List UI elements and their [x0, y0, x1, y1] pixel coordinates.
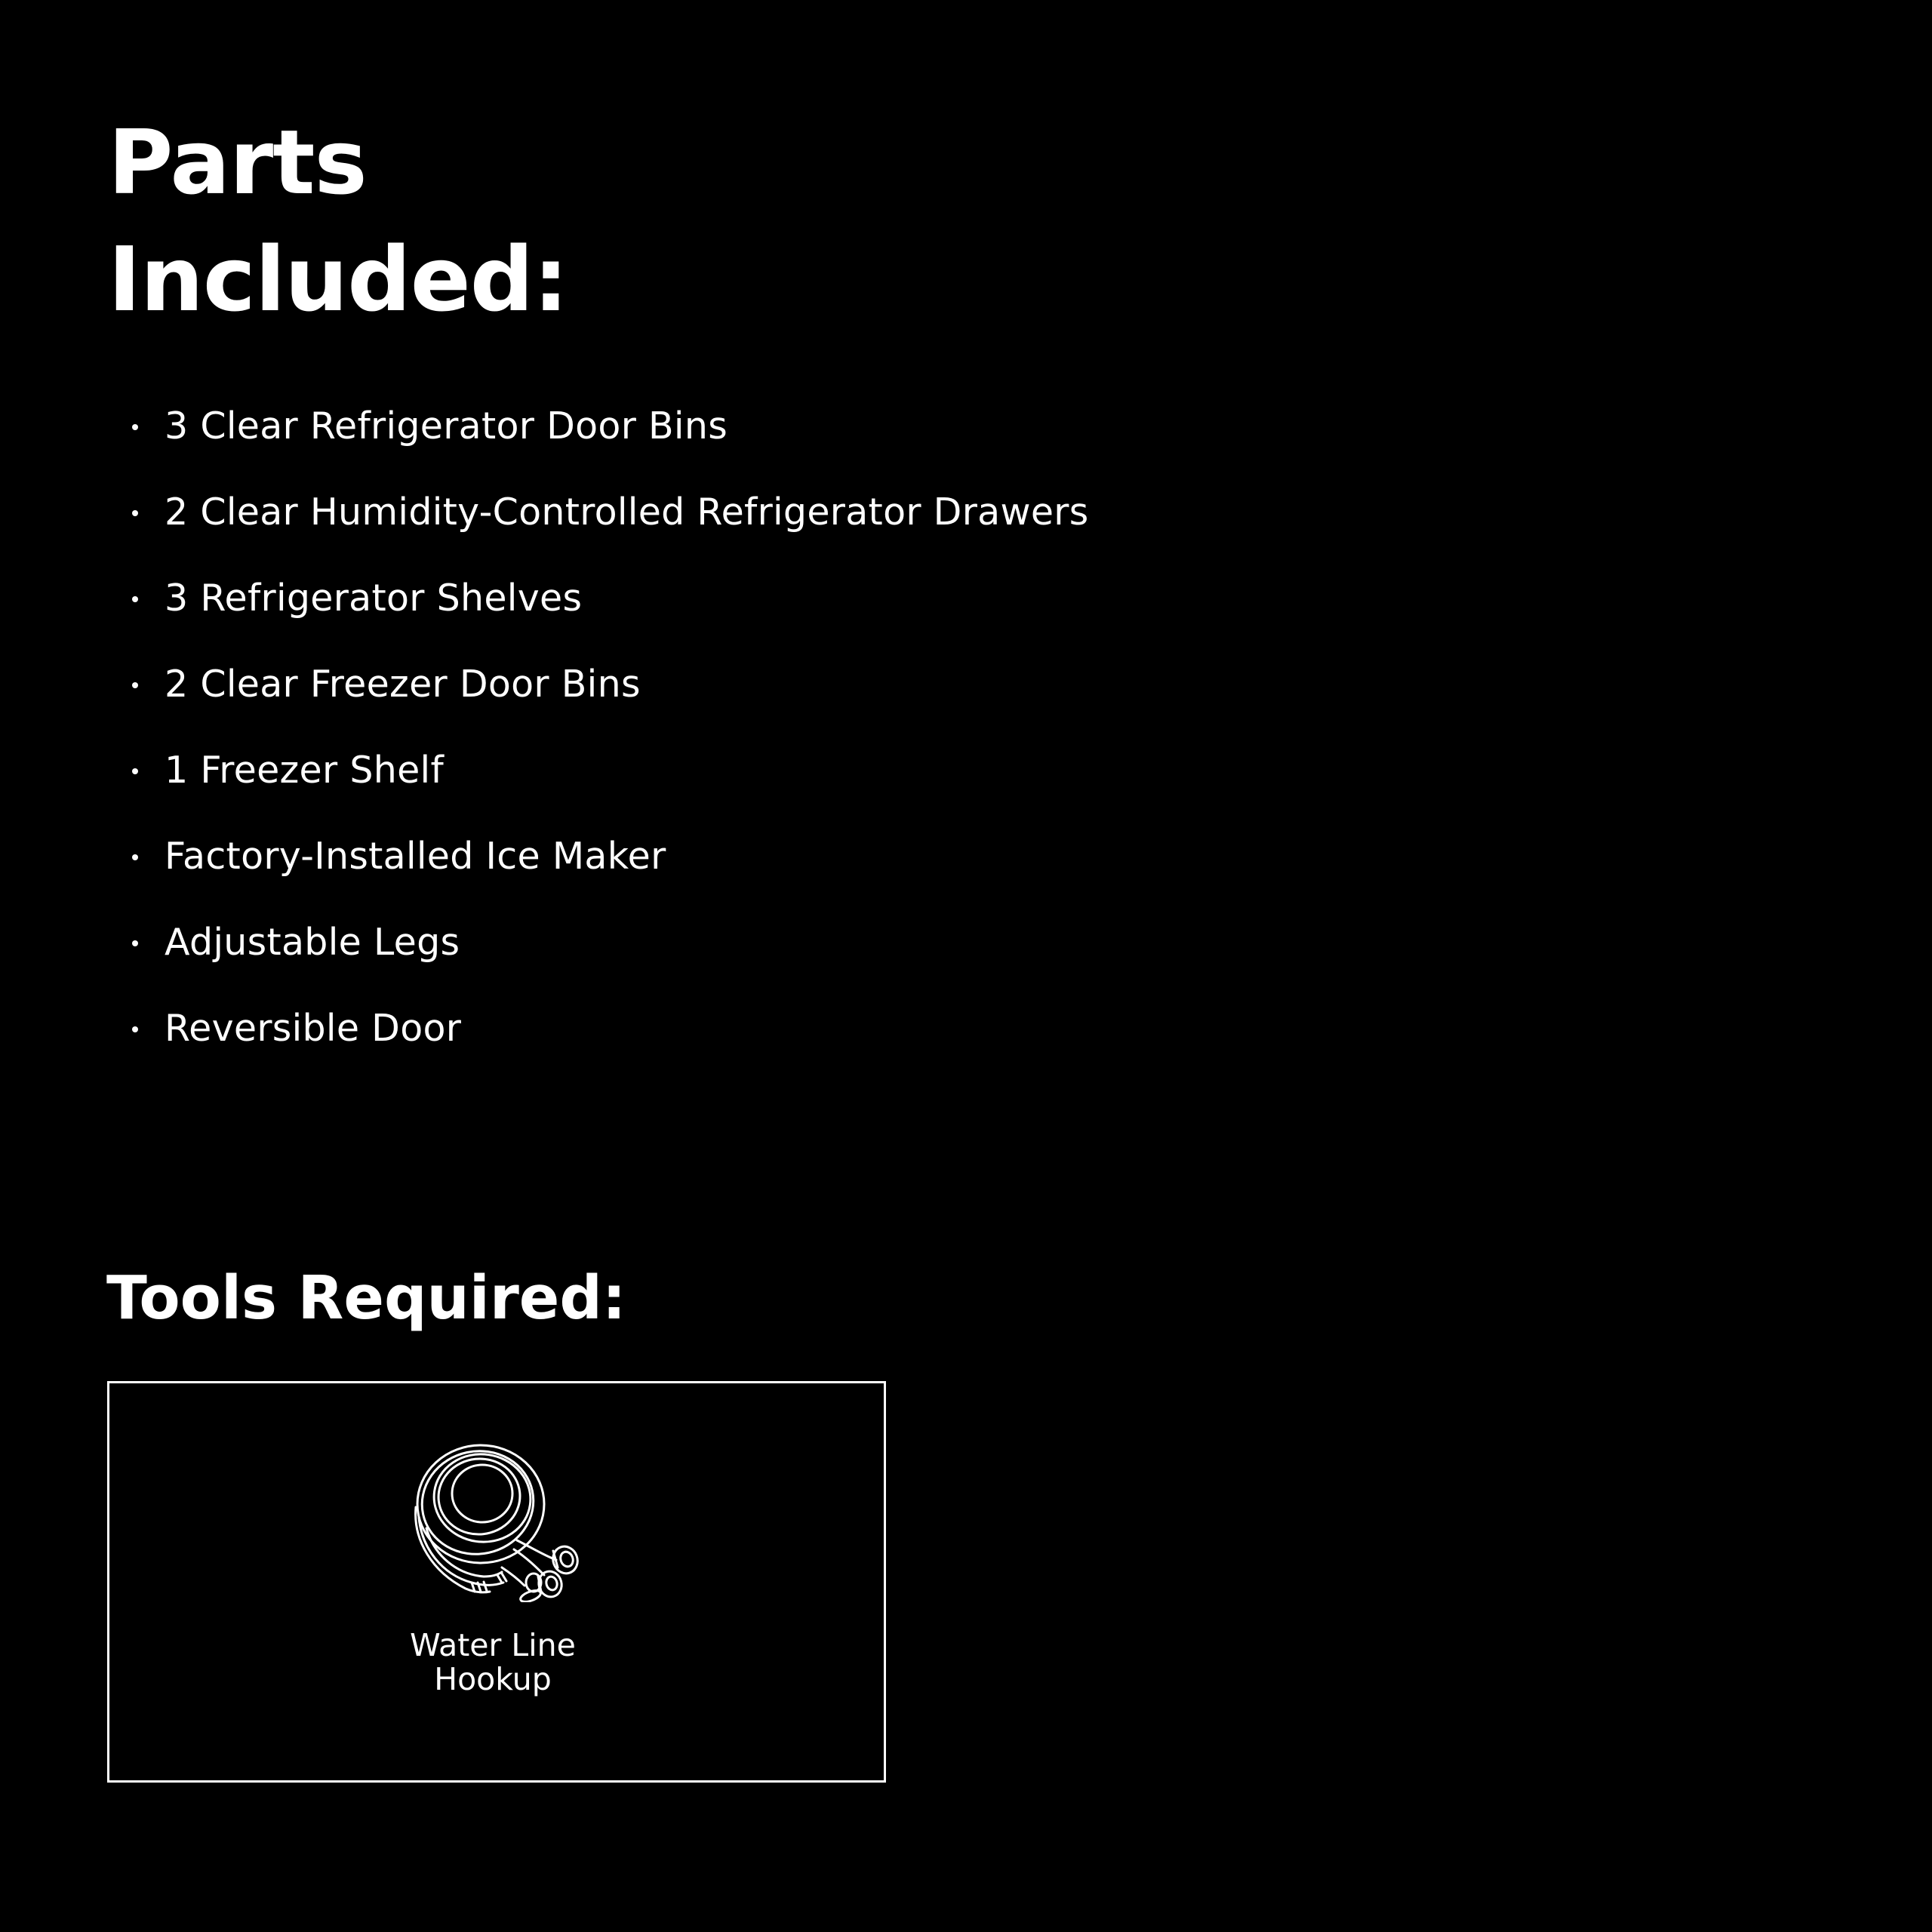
bullet-icon	[132, 596, 138, 602]
bullet-icon	[132, 768, 138, 774]
tool-label-line-2: Hookup	[434, 1661, 552, 1697]
bullet-icon	[132, 510, 138, 516]
parts-title-line-1: Parts	[108, 110, 367, 214]
tools-required-title: Tools Required:	[106, 1263, 626, 1333]
tool-label	[348, 1629, 638, 1697]
parts-included-title	[108, 104, 568, 338]
bullet-icon	[132, 854, 138, 860]
list-item-label: 2 Clear Freezer Door Bins	[165, 663, 641, 706]
parts-title-line-2: Included:	[108, 227, 568, 331]
tool-label-line-1: Water Line	[410, 1627, 576, 1663]
water-hose-icon	[396, 1435, 585, 1602]
list-item-label: 1 Freezer Shelf	[165, 749, 444, 792]
bullet-icon	[132, 682, 138, 688]
bullet-icon	[132, 940, 138, 946]
list-item-label: Reversible Door	[165, 1007, 462, 1050]
list-item-label: Factory-Installed Ice Maker	[165, 835, 666, 878]
list-item-label: 3 Clear Refrigerator Door Bins	[165, 405, 728, 448]
bullet-icon	[132, 1026, 138, 1032]
list-item-label: 3 Refrigerator Shelves	[165, 577, 583, 620]
list-item-label: Adjustable Legs	[165, 921, 460, 964]
list-item-label: 2 Clear Humidity-Controlled Refrigerator Drawers	[165, 491, 1089, 534]
tool-card-water-line	[107, 1381, 886, 1783]
bullet-icon	[132, 424, 138, 430]
